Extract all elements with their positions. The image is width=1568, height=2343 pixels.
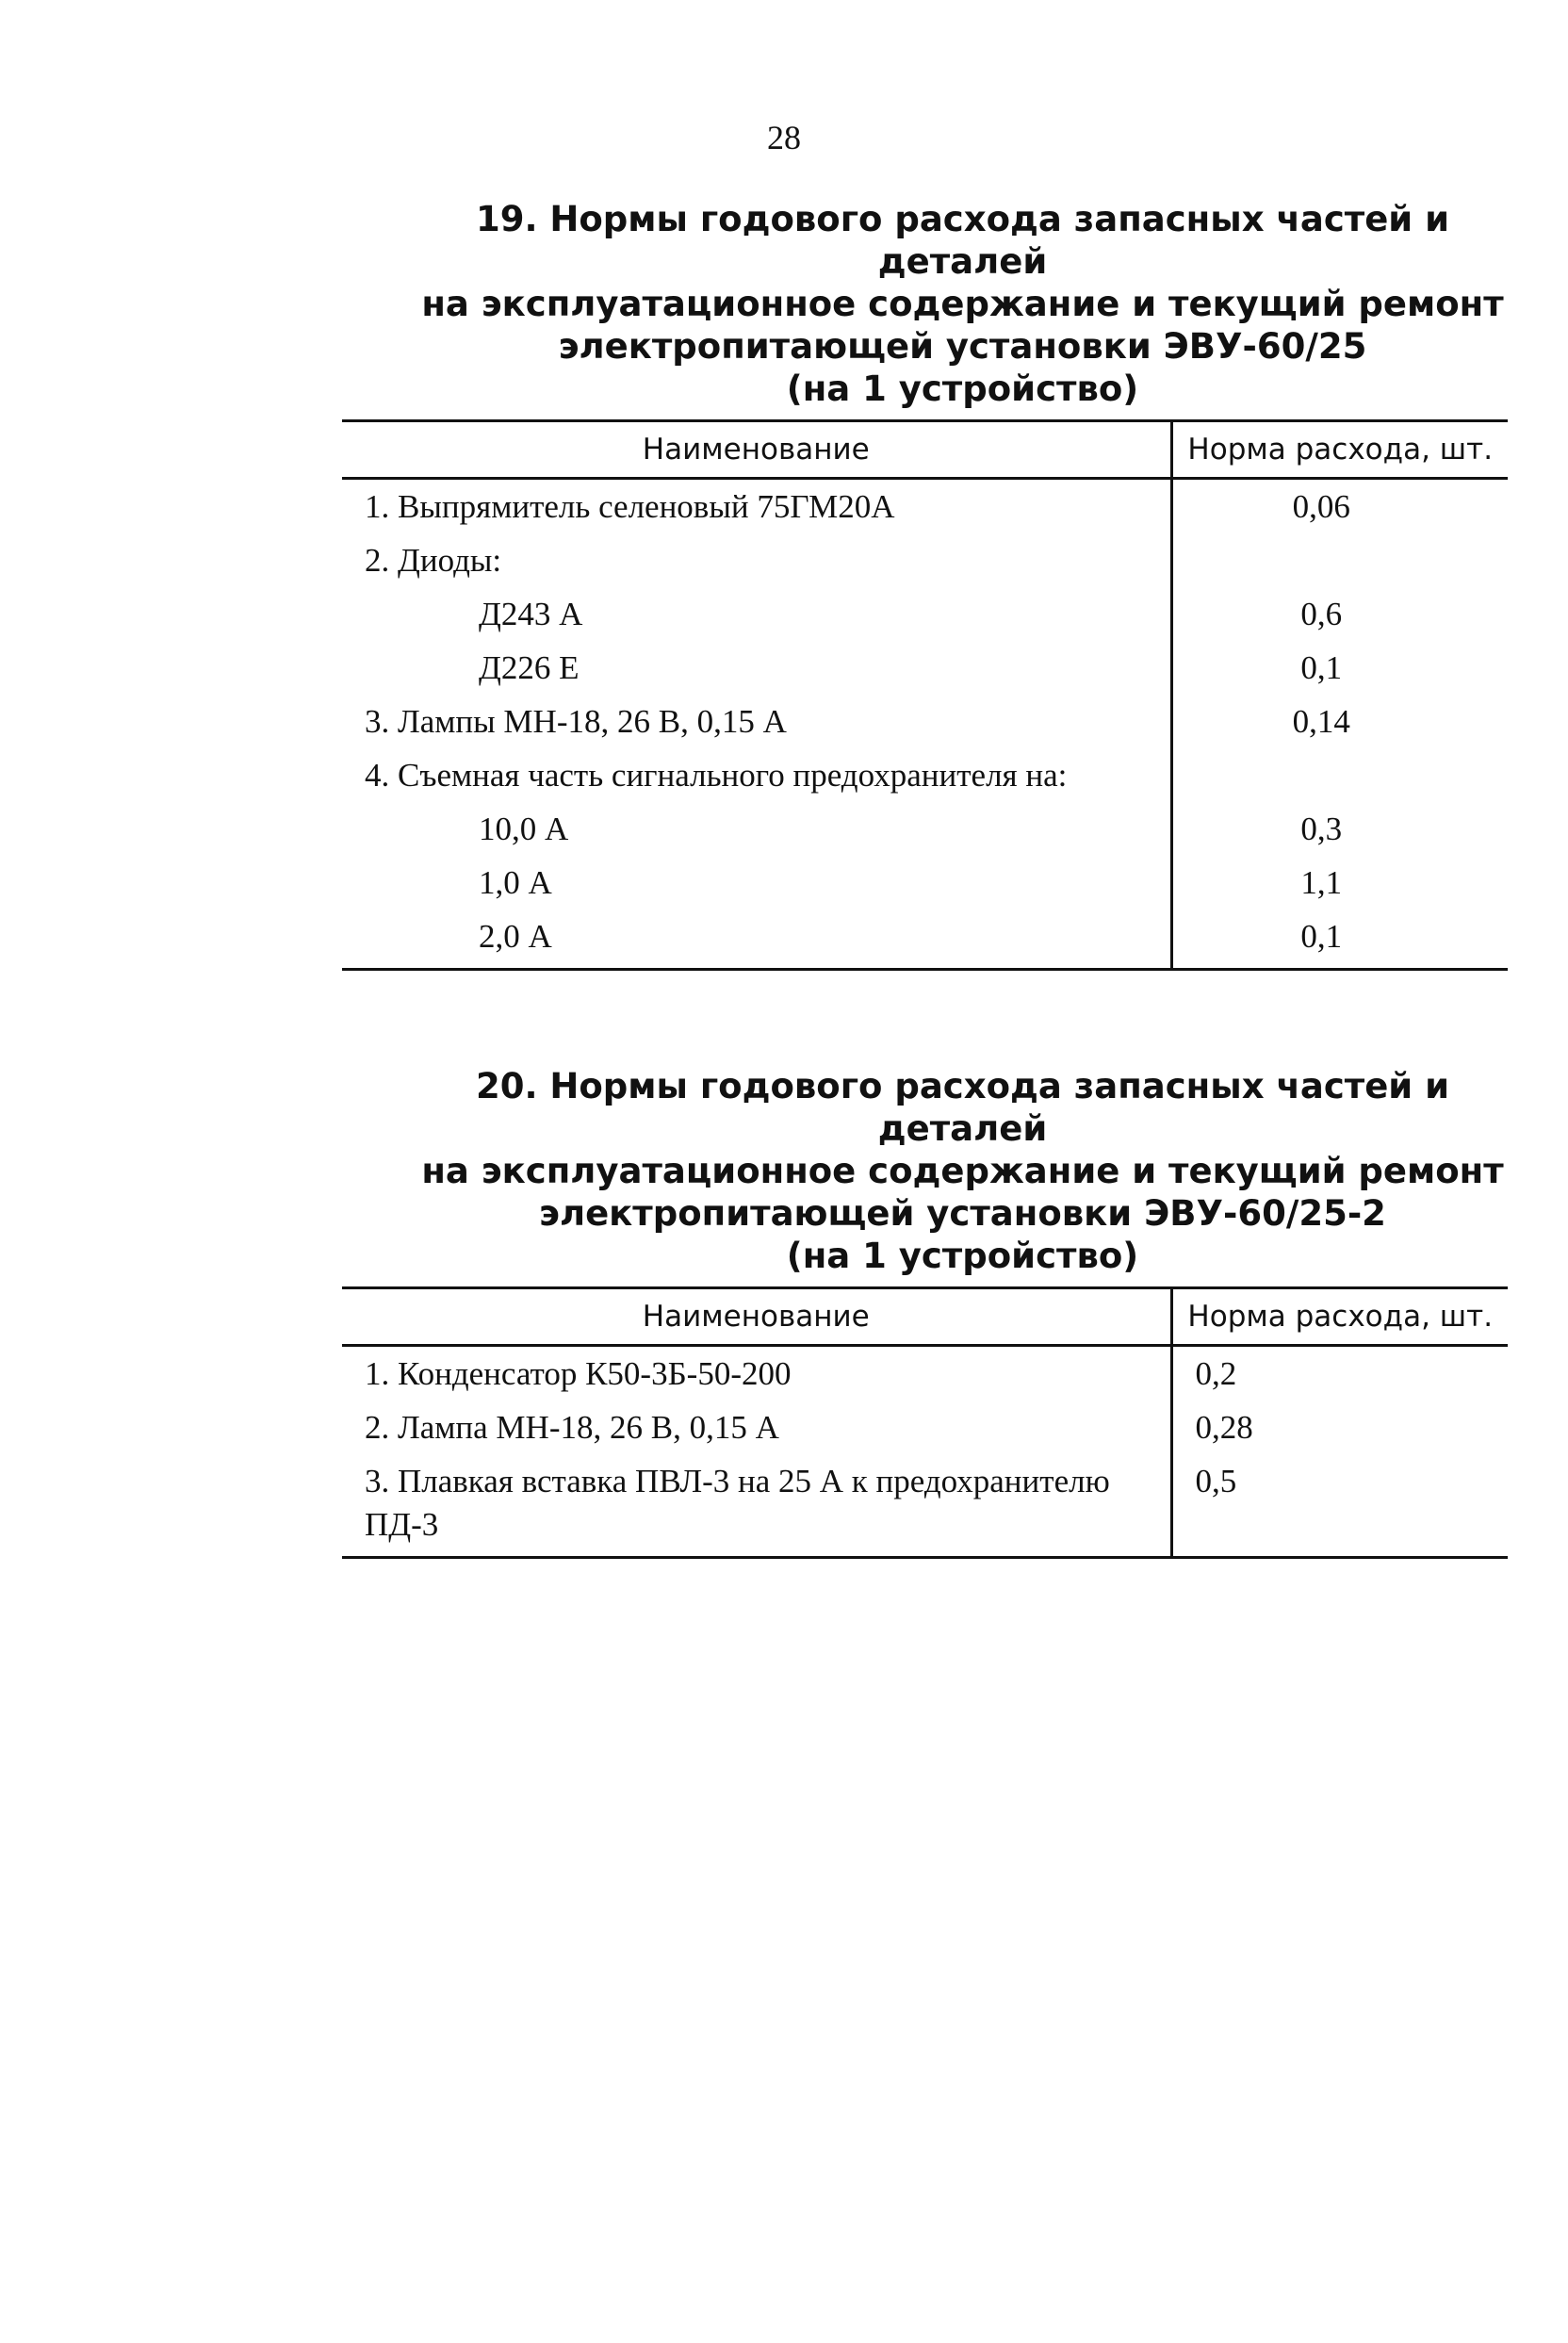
row-name: 2. Лампа МН-18, 26 В, 0,15 А	[365, 1409, 779, 1446]
row-value: 0,5	[1171, 1454, 1508, 1558]
row-name: 3. Плавкая вставка ПВЛ-3 на 25 А к предохранителю ПД-3	[342, 1454, 1171, 1558]
title-line: 20. Нормы годового расхода запасных частей и деталей	[475, 1066, 1450, 1149]
table-row	[342, 533, 1508, 587]
table-header-row	[342, 421, 1508, 479]
row-name: 1. Конденсатор К50-3Б-50-200	[365, 1355, 792, 1392]
section-19-table	[342, 419, 1508, 971]
title-line: (на 1 устройство)	[786, 369, 1139, 409]
row-name: Д226 Е	[479, 649, 580, 686]
row-name: Д243 А	[479, 596, 583, 632]
table-row	[342, 641, 1508, 695]
table-header-row	[342, 1288, 1508, 1346]
table-row	[342, 1401, 1508, 1454]
title-line: на эксплуатационное содержание и текущий ремонт	[421, 1151, 1504, 1191]
row-value: 0,14	[1171, 695, 1508, 748]
table-row	[342, 1346, 1508, 1401]
row-value	[1171, 533, 1508, 587]
section-20-title	[342, 1065, 1508, 1277]
page-number: 28	[767, 119, 801, 156]
row-name: 4. Съемная часть сигнального предохранителя на:	[365, 757, 1068, 794]
row-value: 0,06	[1171, 479, 1508, 534]
row-value: 0,1	[1171, 641, 1508, 695]
section-20-table	[342, 1286, 1508, 1559]
table-row	[342, 587, 1508, 641]
title-line: (на 1 устройство)	[786, 1236, 1139, 1276]
row-value: 0,2	[1171, 1346, 1508, 1401]
title-line: электропитающей установки ЭВУ-60/25	[558, 326, 1367, 367]
row-name: 2. Диоды:	[365, 542, 502, 579]
title-line: 19. Нормы годового расхода запасных частей и деталей	[475, 199, 1450, 282]
table-row	[342, 1454, 1508, 1558]
header-name: Наименование	[342, 1288, 1171, 1346]
section-20	[342, 1065, 1508, 1559]
section-19	[342, 198, 1508, 971]
row-name: 3. Лампы МН-18, 26 В, 0,15 А	[365, 703, 787, 740]
header-norm: Норма расхода, шт.	[1171, 421, 1508, 479]
table-row	[342, 695, 1508, 748]
row-name: 1. Выпрямитель селеновый 75ГМ20А	[365, 488, 895, 525]
table-row	[342, 909, 1508, 970]
table-row	[342, 748, 1508, 802]
row-value: 1,1	[1171, 856, 1508, 909]
table-row	[342, 856, 1508, 909]
row-value: 0,6	[1171, 587, 1508, 641]
row-value: 0,3	[1171, 802, 1508, 856]
row-value: 0,28	[1171, 1401, 1508, 1454]
row-name: 10,0 А	[479, 811, 569, 847]
header-name: Наименование	[342, 421, 1171, 479]
row-value	[1171, 748, 1508, 802]
title-line: электропитающей установки ЭВУ-60/25-2	[539, 1193, 1386, 1234]
row-value: 0,1	[1171, 909, 1508, 970]
header-norm: Норма расхода, шт.	[1171, 1288, 1508, 1346]
table-row	[342, 802, 1508, 856]
section-19-title	[342, 198, 1508, 410]
row-name: 1,0 А	[479, 864, 552, 901]
row-name: 2,0 А	[342, 909, 1171, 970]
table-row	[342, 479, 1508, 534]
title-line: на эксплуатационное содержание и текущий ремонт	[421, 284, 1504, 324]
